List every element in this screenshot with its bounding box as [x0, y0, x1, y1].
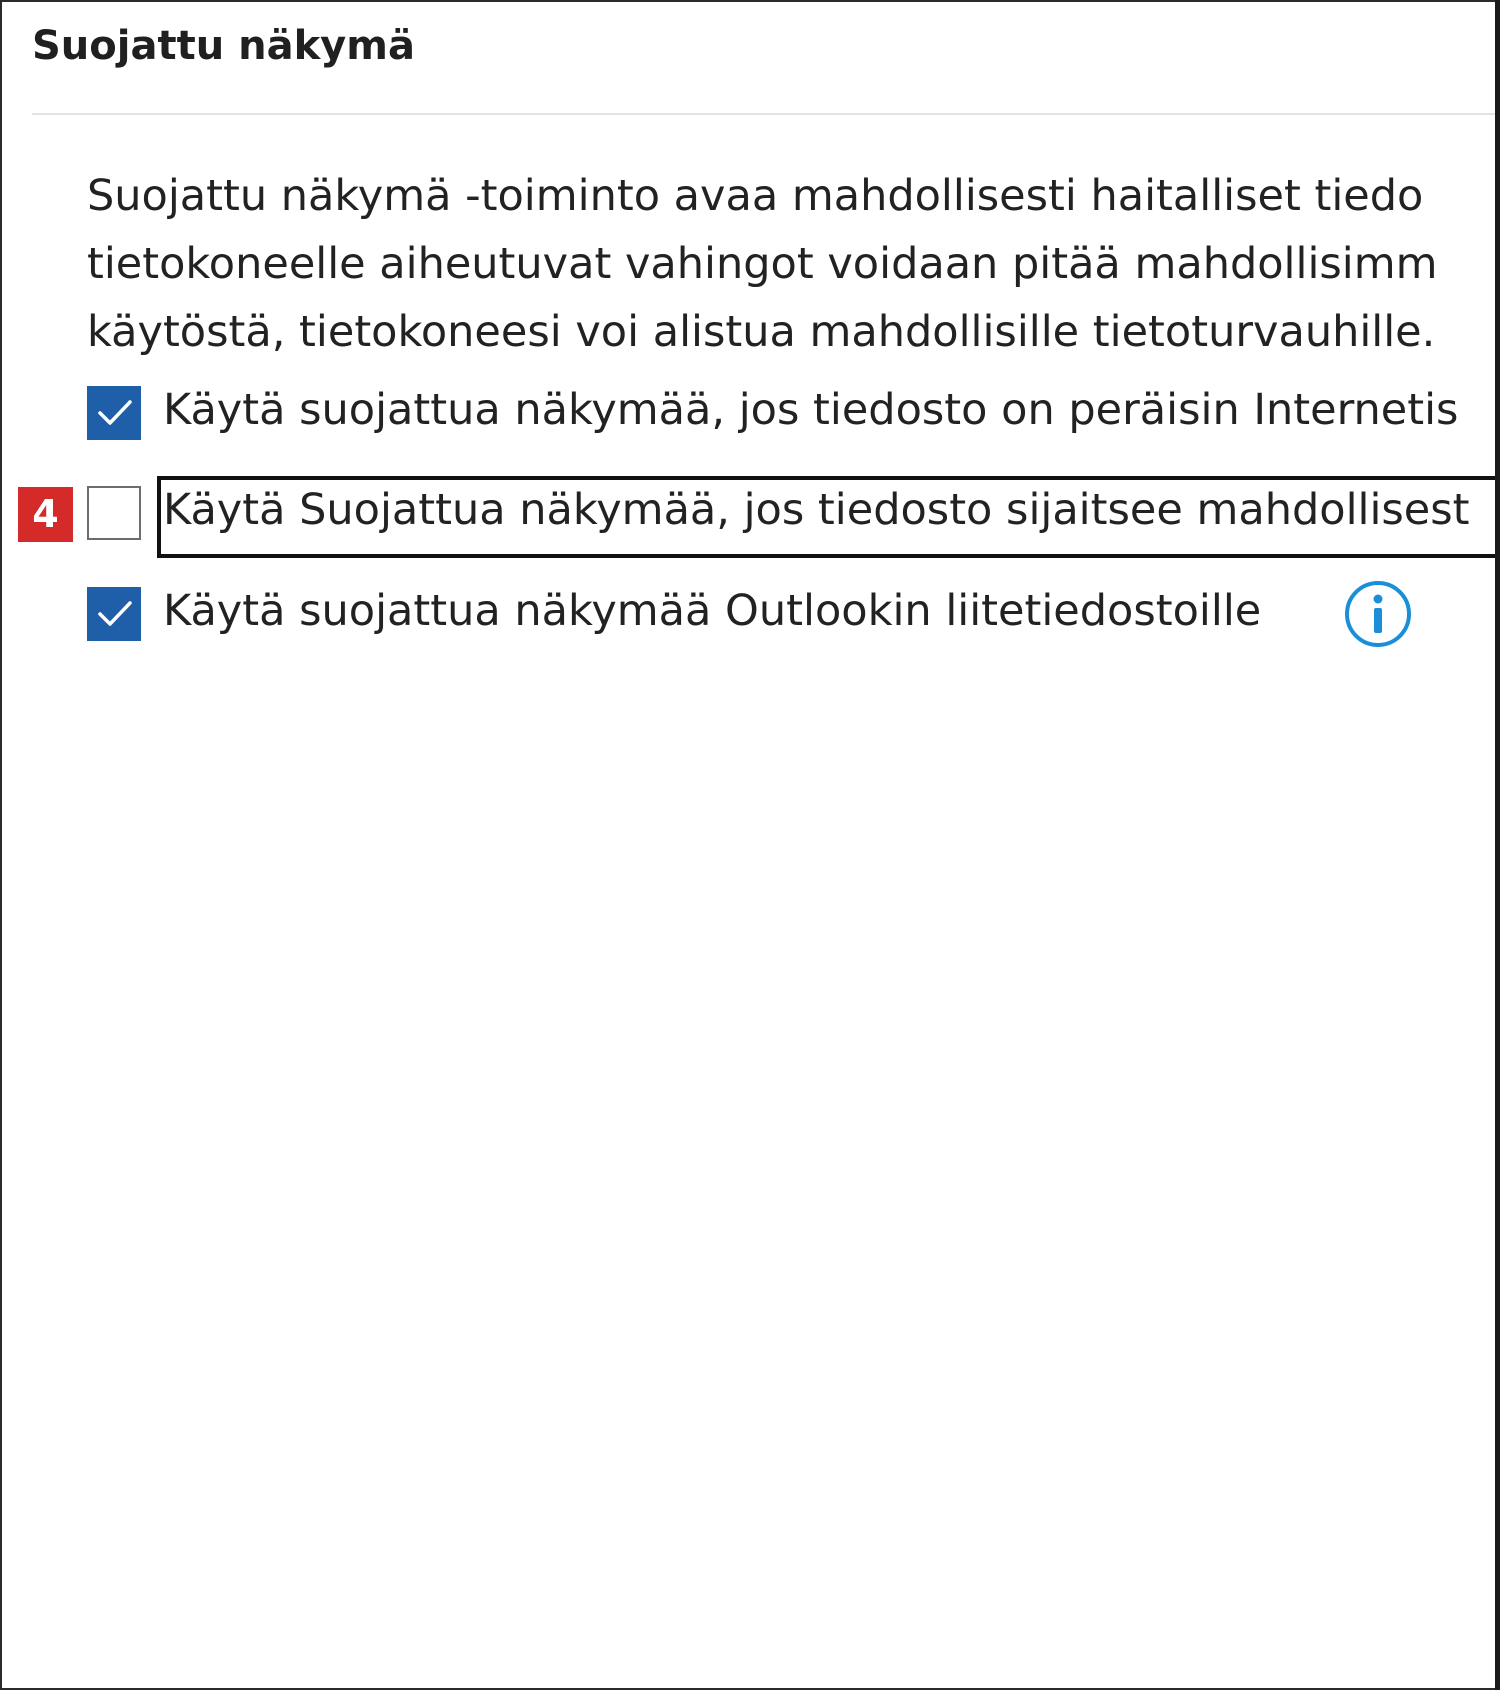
unsafe-locations-checkbox[interactable] [87, 486, 141, 540]
description-line: Suojattu näkymä -toiminto avaa mahdollisesti haitalliset tiedo [87, 171, 1424, 221]
checkmark-icon [97, 398, 133, 428]
title-divider [32, 113, 1495, 115]
outlook-attachments-label[interactable]: Käytä suojattua näkymää Outlookin liitetiedostoille [163, 586, 1262, 636]
step-badge: 4 [18, 487, 73, 542]
outlook-attachments-checkbox[interactable] [87, 587, 141, 641]
info-circle-icon[interactable] [1343, 579, 1413, 649]
description-line: tietokoneelle aiheutuvat vahingot voidaan pitää mahdollisimm [87, 239, 1438, 289]
internet-files-checkbox[interactable] [87, 386, 141, 440]
description-line: käytöstä, tietokoneesi voi alistua mahdollisille tietoturvauhille. [87, 307, 1436, 357]
checkmark-icon [97, 599, 133, 629]
unsafe-locations-label[interactable]: Käytä Suojattua näkymää, jos tiedosto sijaitsee mahdollisest [163, 485, 1470, 535]
section-title: Suojattu näkymä [32, 23, 415, 69]
internet-files-label[interactable]: Käytä suojattua näkymää, jos tiedosto on peräisin Internetis [163, 385, 1459, 435]
section-description [87, 162, 1438, 366]
window-edge [1495, 0, 1500, 1690]
